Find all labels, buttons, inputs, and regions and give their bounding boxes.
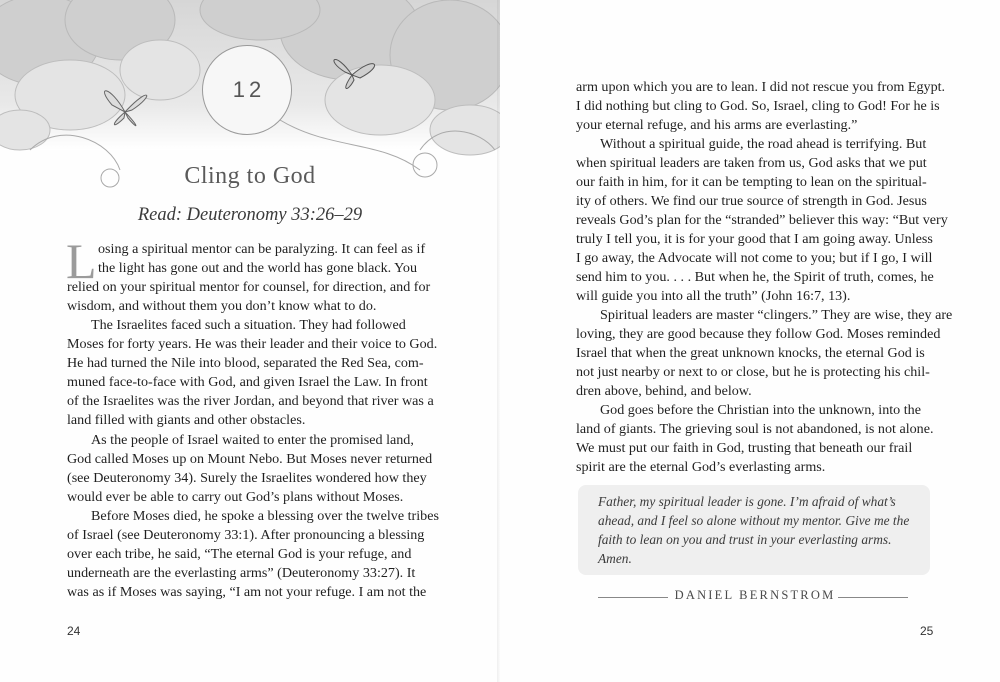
body-line: The Israelites faced such a situation. They had followed [91, 317, 406, 333]
body-line: osing a spiritual mentor can be paralyzing. It can feel as if [98, 241, 426, 257]
body-line: (see Deuteronomy 34). Surely the Israelites wondered how they [67, 470, 427, 486]
body-line: of the Israelites was the river Jordan, and beyond that river was a [67, 393, 434, 409]
body-line: Israel that when the great unknown knocks, the eternal God is [576, 345, 925, 361]
author-rule-right [838, 597, 908, 598]
body-line: Without a spiritual guide, the road ahead is terrifying. But [600, 136, 927, 152]
body-line: your eternal refuge, and his arms are everlasting.” [576, 117, 858, 133]
body-line: would ever be able to carry out God’s plans without Moses. [67, 489, 404, 505]
body-line: I go away, the Advocate will not come to you; but if I go, I will [576, 250, 933, 266]
body-line: dren above, behind, and below. [576, 383, 752, 399]
body-line: underneath are the everlasting arms” (Deuteronomy 33:27). It [67, 565, 416, 581]
body-line: God goes before the Christian into the unknown, into the [600, 402, 921, 418]
prayer-line: ahead, and I feel so alone without my mentor. Give me the [598, 513, 910, 528]
body-line: loving, they are good because they follow God. Moses reminded [576, 326, 941, 342]
body-line: I did nothing but cling to God. So, Israel, cling to God! For he is [576, 98, 940, 114]
body-line: when spiritual leaders are taken from us, God asks that we put [576, 155, 927, 171]
author-rule-left [598, 597, 668, 598]
prayer-line: Amen. [598, 551, 632, 566]
prayer-line: faith to lean on you and trust in your everlasting arms. [598, 532, 892, 547]
body-line: send him to you. . . . But when he, the Spirit of truth, comes, he [576, 269, 934, 285]
body-line: relied on your spiritual mentor for counsel, for direction, and for [67, 279, 431, 295]
chapter-number: 12 [232, 77, 266, 102]
body-line: ity of others. We find our true source of strength in God. Jesus [576, 193, 927, 209]
body-line: Spiritual leaders are master “clingers.” They are wise, they are [600, 307, 953, 323]
page-number-right: 25 [920, 624, 934, 638]
body-line: was as if Moses was saying, “I am not your refuge. I am not the [67, 584, 427, 600]
scripture-reading: Read: Deuteronomy 33:26–29 [137, 205, 363, 225]
body-line: He had turned the Nile into blood, separated the Red Sea, com- [67, 355, 424, 371]
body-line: wisdom, and without them you don’t know what to do. [67, 298, 377, 314]
body-line: over each tribe, he said, “The eternal God is your refuge, and [67, 546, 412, 562]
body-line: Moses for forty years. He was their leader and their voice to God. [67, 336, 438, 352]
body-line: reveals God’s plan for the “stranded” believer this way: “But very [576, 212, 948, 228]
prayer-line: Father, my spiritual leader is gone. I’m afraid of what’s [598, 494, 896, 509]
body-line: not just nearby or next to or close, but he is protecting his chil- [576, 364, 930, 380]
author-name: DANIEL BERNSTROM [674, 588, 836, 602]
body-line: of Israel (see Deuteronomy 33:1). After pronouncing a blessing [67, 527, 425, 543]
body-line: arm upon which you are to lean. I did not rescue you from Egypt. [576, 79, 946, 95]
body-line: will guide you into all the truth” (John 16:7, 13). [576, 288, 851, 304]
body-line: land of giants. The grieving soul is not abandoned, is not alone. [576, 421, 934, 437]
body-line: land filled with giants and other obstacles. [67, 412, 306, 428]
body-line: As the people of Israel waited to enter the promised land, [91, 432, 414, 448]
body-line: truly I tell you, it is for your good that I am going away. Unless [576, 231, 933, 247]
body-line: our faith in him, for it can be tempting to lean on the spiritual- [576, 174, 927, 190]
body-line: spirit are the eternal God’s everlasting arms. [576, 459, 826, 475]
chapter-number-badge [202, 45, 292, 135]
body-line: We must put our faith in God, trusting that beneath our frail [576, 440, 913, 456]
body-line: God called Moses up on Mount Nebo. But Moses never returned [67, 451, 433, 467]
chapter-title: Cling to God [184, 163, 316, 189]
body-line: muned face-to-face with God, and given Israel the Law. In front [67, 374, 428, 390]
body-line: Before Moses died, he spoke a blessing over the twelve tribes [91, 508, 439, 524]
drop-cap: L [66, 233, 97, 289]
page-number-left: 24 [67, 624, 81, 638]
body-line: the light has gone out and the world has gone black. You [98, 260, 418, 276]
